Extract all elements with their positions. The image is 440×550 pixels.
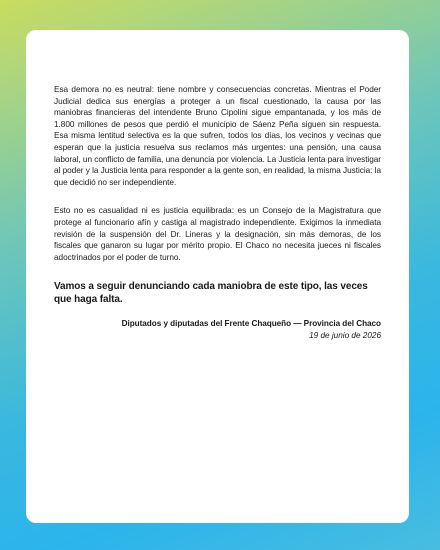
statement-card — [26, 30, 409, 523]
signature-block — [54, 318, 381, 341]
body-paragraph-1: Esa demora no es neutral: tiene nombre y consecuencias concretas. Mientras el Poder Judicial dedica sus energías a proteger a un fiscal cuestionado, la causa por las maniobras financieras del intendente Bruno Cipolini sigue empantanada, y los más de 1.800 millones de pesos que perdió el municipio de Sáenz Peña siguen sin respuesta. Esa misma lentitud selectiva es la que sufren, todos los días, los vecinos y vecinas que esperan que la justicia resuelva sus reclamos más urgentes: una pensión, una causa laboral, un conflicto de familia, una denuncia por violencia. La Justicia lenta para investigar al poder y la Justicia lenta para responder a la gente son, en realidad, la misma Justicia: la que decidió no ser independiente. — [54, 85, 381, 187]
signature-date: 19 de junio de 2026 — [309, 330, 381, 340]
body-paragraph-2: Esto no es casualidad ni es justicia equilibrada: es un Consejo de la Magistratura que protege al funcionario afín y castiga al magistrado independiente. Exigimos la inmediata revisión de la suspensión del Dr. Lineras y la designación, sin más demoras, de los fiscales que ganaron su lugar por mérito propio. El Chaco no necesita jueces ni fiscales adoctrinados por el poder de turno. — [54, 206, 381, 262]
closing-statement: Vamos a seguir denunciando cada maniobra de este tipo, las veces que haga falta. — [54, 281, 368, 306]
signature-organization: Diputados y diputadas del Frente Chaqueño — Provincia del Chaco — [121, 319, 381, 329]
